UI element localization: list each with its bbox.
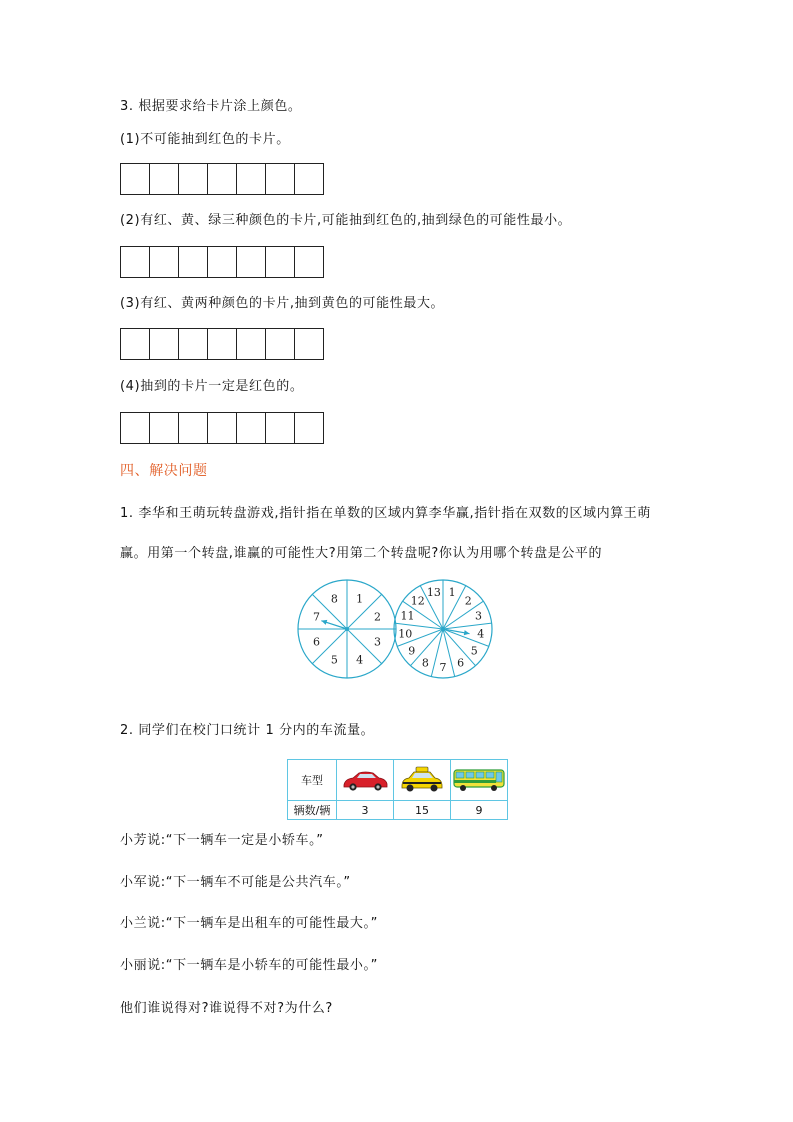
- problem-1-line-2: 赢。用第一个转盘,谁赢的可能性大?用第二个转盘呢?你认为用哪个转盘是公平的: [120, 546, 603, 561]
- spinner-2-label: 3: [475, 609, 483, 623]
- problem-2-title: 2. 同学们在校门口统计 1 分内的车流量。: [120, 723, 375, 738]
- card[interactable]: [149, 246, 179, 278]
- statement-xiaojun: 小军说:“下一辆车不可能是公共汽车。”: [120, 875, 351, 890]
- section-title: 四、解决问题: [120, 463, 208, 479]
- car-count: 3: [337, 801, 394, 820]
- q3-title: 3. 根据要求给卡片涂上颜色。: [120, 99, 302, 114]
- card[interactable]: [265, 412, 295, 444]
- statement-xiaoli: 小丽说:“下一辆车是小轿车的可能性最小。”: [120, 958, 378, 973]
- bus-count: 9: [451, 801, 508, 820]
- card[interactable]: [207, 328, 237, 360]
- bus-icon: [453, 768, 505, 792]
- table-row: [288, 801, 508, 820]
- card[interactable]: [178, 328, 208, 360]
- final-question: 他们谁说得对?谁说得不对?为什么?: [120, 1001, 333, 1016]
- spinner-2-label: 8: [421, 656, 429, 670]
- taxi-icon: [399, 766, 445, 794]
- card-row-1: [120, 163, 324, 195]
- spinner-2-pointer-head: [464, 630, 470, 635]
- car-icon: [341, 767, 389, 793]
- statement-xiaolan: 小兰说:“下一辆车是出租车的可能性最大。”: [120, 916, 378, 931]
- card[interactable]: [265, 246, 295, 278]
- card[interactable]: [236, 412, 266, 444]
- q3-item-4: (4)抽到的卡片一定是红色的。: [120, 379, 304, 394]
- card[interactable]: [236, 163, 266, 195]
- spinner-2: [394, 580, 492, 678]
- spinner-1-label: 2: [373, 610, 381, 624]
- spinner-1: [298, 580, 396, 678]
- card[interactable]: [294, 163, 324, 195]
- traffic-table: [287, 759, 508, 820]
- spinner-1-label: 8: [330, 592, 338, 606]
- spinner-1-label: 4: [356, 653, 364, 667]
- spinner-figure: [296, 577, 500, 685]
- spinner-2-label: 10: [398, 627, 413, 641]
- card[interactable]: [236, 246, 266, 278]
- spinner-2-label: 6: [457, 656, 465, 670]
- card[interactable]: [265, 328, 295, 360]
- card[interactable]: [149, 328, 179, 360]
- card[interactable]: [207, 163, 237, 195]
- table-row: [288, 760, 508, 801]
- card[interactable]: [178, 246, 208, 278]
- spinner-2-label: 4: [477, 627, 485, 641]
- card[interactable]: [236, 328, 266, 360]
- spinner-1-label: 3: [373, 635, 381, 649]
- row-label-cell: 辆数/辆: [288, 801, 337, 820]
- card-row-3: [120, 328, 324, 360]
- card-row-2: [120, 246, 324, 278]
- spinner-1-label: 7: [313, 610, 321, 624]
- spinner-2-label: 5: [470, 644, 478, 658]
- card[interactable]: [120, 163, 150, 195]
- spinner-2-label: 7: [439, 661, 447, 674]
- card[interactable]: [149, 163, 179, 195]
- card[interactable]: [120, 412, 150, 444]
- spinner-2-label: 9: [408, 644, 416, 658]
- spinner-1-label: 1: [356, 592, 364, 606]
- card[interactable]: [120, 328, 150, 360]
- spinner-2-label: 11: [400, 609, 415, 623]
- problem-1-line-1: 1. 李华和王萌玩转盘游戏,指针指在单数的区域内算李华赢,指针指在双数的区域内算王萌: [120, 506, 652, 521]
- spinner-1-label: 6: [313, 635, 321, 649]
- card[interactable]: [207, 246, 237, 278]
- card[interactable]: [265, 163, 295, 195]
- spinner-1-pointer-head: [321, 620, 327, 625]
- spinner-2-hub: [441, 627, 445, 631]
- card[interactable]: [120, 246, 150, 278]
- spinner-1-label: 5: [330, 653, 338, 667]
- spinner-2-label: 13: [426, 586, 441, 600]
- card[interactable]: [294, 328, 324, 360]
- taxi-cell: [394, 760, 451, 801]
- card[interactable]: [294, 246, 324, 278]
- spinner-2-label: 1: [448, 586, 456, 600]
- q3-item-2: (2)有红、黄、绿三种颜色的卡片,可能抽到红色的,抽到绿色的可能性最小。: [120, 213, 572, 228]
- spinner-1-hub: [345, 627, 349, 631]
- spinner-2-label: 12: [410, 594, 425, 608]
- q3-item-3: (3)有红、黄两种颜色的卡片,抽到黄色的可能性最大。: [120, 296, 445, 311]
- spinner-2-label: 2: [464, 594, 472, 608]
- card[interactable]: [149, 412, 179, 444]
- card-row-4: [120, 412, 324, 444]
- card[interactable]: [178, 412, 208, 444]
- statement-xiaofang: 小芳说:“下一辆车一定是小轿车。”: [120, 833, 324, 848]
- bus-cell: [451, 760, 508, 801]
- card[interactable]: [207, 412, 237, 444]
- card[interactable]: [294, 412, 324, 444]
- card[interactable]: [178, 163, 208, 195]
- header-label-cell: 车型: [288, 760, 337, 801]
- taxi-count: 15: [394, 801, 451, 820]
- q3-item-1: (1)不可能抽到红色的卡片。: [120, 132, 290, 147]
- car-cell: [337, 760, 394, 801]
